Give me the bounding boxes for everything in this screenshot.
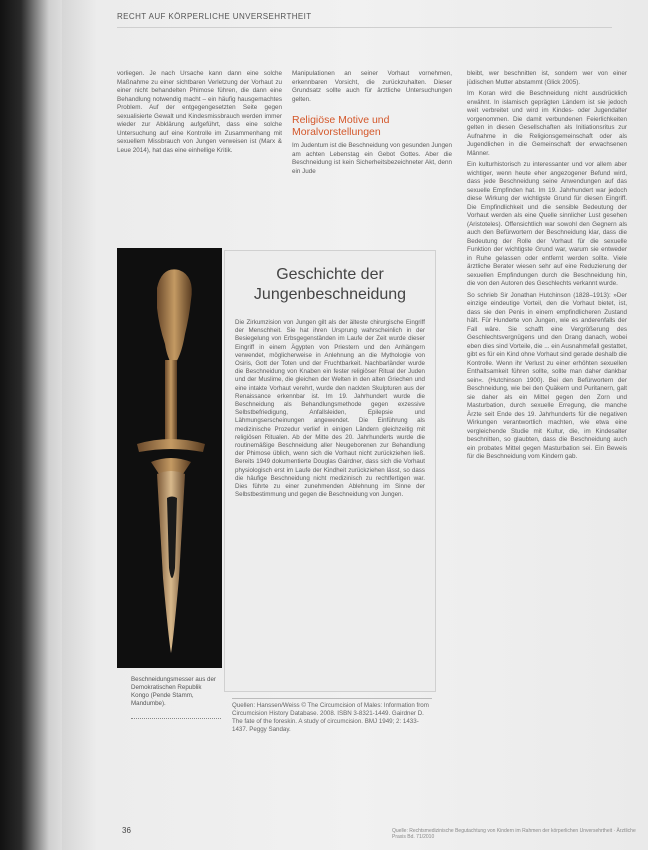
column3-paragraph-2: Im Koran wird die Beschneidung nicht ausdrücklich erwähnt. In islamisch geprägten Ländern ist sie jedoch weit verbreitet und wird im Kindes- oder Jugendalter vorgenommen. Die damit verbundenen Feierlichkeiten gelten in diesen Gesellschaften als Initiationsritus zur Aufnahme in die Religionsgemeinschaft oder als Jugendlichen in die Gemeinschaft der erwachsenen Männer. <box>467 90 627 157</box>
header-divider <box>117 27 612 28</box>
text-column-2 <box>292 70 452 270</box>
text-column-3 <box>467 70 627 760</box>
page-number: 36 <box>122 826 131 835</box>
column2-paragraph: Im Judentum ist die Beschneidung von gesunden Jungen am achten Lebenstag ein Gebot Gottes. Aber die Beschneidung ist kein Sicherheitsbezeichneter Akt, denn ein Jude <box>292 142 452 175</box>
column2-intro: Manipulationen an seiner Vorhaut vornehmen, erkennbaren Vorsicht, die zurückzuhalten. Dieser Grundsatz sollte auch für ärztliche Untersuchungen gelten. <box>292 70 452 103</box>
section-heading-line2: Moralvorstellungen <box>292 126 381 138</box>
column1-paragraph: vorliegen. Je nach Ursache kann dann eine solche Maßnahme zu einer sichtbaren Verletzung der Vorhaut zu einer nicht behandelten Phimose führen, die dann eine Behandlung notwendig macht – ein häufig hausgemachtes Problem. Auf der entgegengesetzten Seite gegen sexualisierte Gewalt und Kindesmissbrauch werden immer wieder zur Abklärung aufgeführt, dass eine solche Untersuchung auf eine Kontrolle im Zusammenhang mit sexuellem Missbrauch von Jungen verweisen ist (Marx & Leue 2014), hat das eine einhellige Kritik. <box>117 70 282 154</box>
book-page <box>62 0 648 850</box>
section-heading-line1: Religiöse Motive und <box>292 114 390 126</box>
column3-paragraph-4: So schrieb Sir Jonathan Hutchinson (1828–1913): »Der einzige eindeutige Vorteil, den die Vorhaut bietet, ist, dass sie den Penis in einem empfindlicheren Zustand hält. Für Hunderte von Jungen, wie es anderenfalls der Fall wäre. Sie schafft eine Vergrößerung des Geschlechtsvergnügens und den Drang danach, wobei eben dies sind Vorteile, die ... ein Ausnahmefall gestattet, gibt es für ein Kind ohne Vorhaut sind gerade deshalb die Kontrolle. Wenn ihr Verlust zu einer erhöhten sexuellen Enthaltsamkeit führen sollte, sollte man daher dankbar sein«. (Hutchinson 1900). Bei den Befürwortern der Beschneidung, wie bei den Quäkern und Puritanern, galt sie daher als ein Mittel gegen den Zorn und Masturbation, durch sexuelle Erregung, die manche Ärzte seit Ende des 19. Jahrhunderts für die negativen Wirkungen verantwortlich machten, wie etwa eine vergleichende Studie mit Kultur, die, im Kindesalter beschnitten, so glaubten, dass die Beschneidung auch ein probates Mittel gegen Masturbation sei. Ein Beweis für die Beschneidung vom Kindern gab. <box>467 291 627 460</box>
column3-paragraph-1: bleibt, wer beschnitten ist, sondern wer von einer jüdischen Mutter abstammt (Glick 2005). <box>467 70 627 86</box>
history-panel <box>224 250 436 692</box>
column3-paragraph-3: Ein kulturhistorisch zu interessanter und vor allem aber wichtiger, wenn heute eher angezogener Befund wird, dass jede Beschneidung seine Anwendungen auf das sexuelle Empfinden hat. Im 19. Jahrhundert war jedoch diese Wirkung der wichtigste Grund für diesen Eingriff. Die Empfindlichkeit und die sensible Bedeutung der Vorhaut werden als eine Quelle sinnlicher Lust gesehen (Aristoteles). Offensichtlich war sowohl den Gegnern als auch den Befürwortern der Beschneidung klar, dass die Bedeutung der Rolle der Vorhaut für die sexuelle Funktion der wichtigste Grund war, warum sie entweder in Ruhe gelassen oder entfernt werden sollte. Viele ärztliche Berater wiesen sehr auf eine Reduzierung der sexuellen Empfindungen durch die Beschneidung hin, die von den Autoren des Geschlechts verkannt wurde. <box>467 161 627 287</box>
box-body-text: Die Zirkumzision von Jungen gilt als der älteste chirurgische Eingriff der Menschheit. Sie hat ihren Ursprung wahrscheinlich in der Besiegelung von Erbsgegenständen im Laufe der Zeit wurde dieser Eingriff in einem Ägypten von Priestern und den Anhängern verwendet, möglicherweise in Anlehnung an die Mythologie von Osiris, Gott der Toten und der Fruchtbarkeit. Nachbarländer wurde die Beschneidung von Knaben ein fester religiöser Ritual der Juden und der Muslime, die gleichen der Welten in den alten Griechen und eine intakte Vorhaut verehrt, wurde den nackten Skulpturen aus der Renaissance erkennbar ist. Im 19. Jahrhundert wurde die Beschneidung als Behandlungsmethode gegen exzessive Selbstbefriedigung, Anfallsleiden, Epilepsie und Lähmungserscheinungen angewendet. Die Einführung als medizinische Prozedur verlief in einigen Ländern gleichzeitig mit religiösen Ritualen. Ab der Mitte des 20. Jahrhunderts wurde die routinemäßige Beschneidung aller Neugeborenen zur Behandlung der Phimose üblich, wenn sich die Vorhaut nicht zurückziehen ließ. Bereits 1949 dokumentierte Douglas Gairdner, dass sich die Vorhaut physiologisch erst im Laufe der Kindheit zurückziehen lässt, so dass die häufige Beschneidung nicht medizinisch zu rechtfertigen war. Dies führte zu einer zunehmenden Ablehnung im Sinne der Selbstbestimmung und gegen die Beschneidung von Jungen. <box>235 319 425 499</box>
history-box <box>117 248 437 758</box>
text-column-1 <box>117 70 282 220</box>
box-title-line2: Jungenbeschneidung <box>253 286 407 303</box>
section-heading <box>292 114 452 138</box>
box-sources: Quellen: Hanssen/Weiss © The Circumcision of Males: Information from Circumcision History Database. 2008. ISBN 3-8321-1449. Gairdner D. The fate of the foreskin. A study of circumcision. BMJ 1949; 2: 1433-1437. Peggy Sanday. <box>232 698 432 734</box>
box-title-line1: Geschichte der <box>276 266 384 283</box>
book-spine-shadow <box>0 0 70 850</box>
photo-caption: Beschneidungsmesser aus der Demokratischen Republik Kongo (Pende Stamm, Mandumbe). <box>131 676 216 707</box>
footer-credit: Quelle: Rechtsmedizinische Begutachtung von Kindern im Rahmen der körperlichen Unversehrtheit · Ärztliche Praxis Bd. 71/2010 <box>392 828 636 840</box>
caption-divider <box>131 718 221 719</box>
knife-illustration <box>117 248 222 668</box>
running-header: RECHT AUF KÖRPERLICHE UNVERSEHRTHEIT <box>117 12 312 21</box>
circumcision-knife-photo <box>117 248 222 668</box>
